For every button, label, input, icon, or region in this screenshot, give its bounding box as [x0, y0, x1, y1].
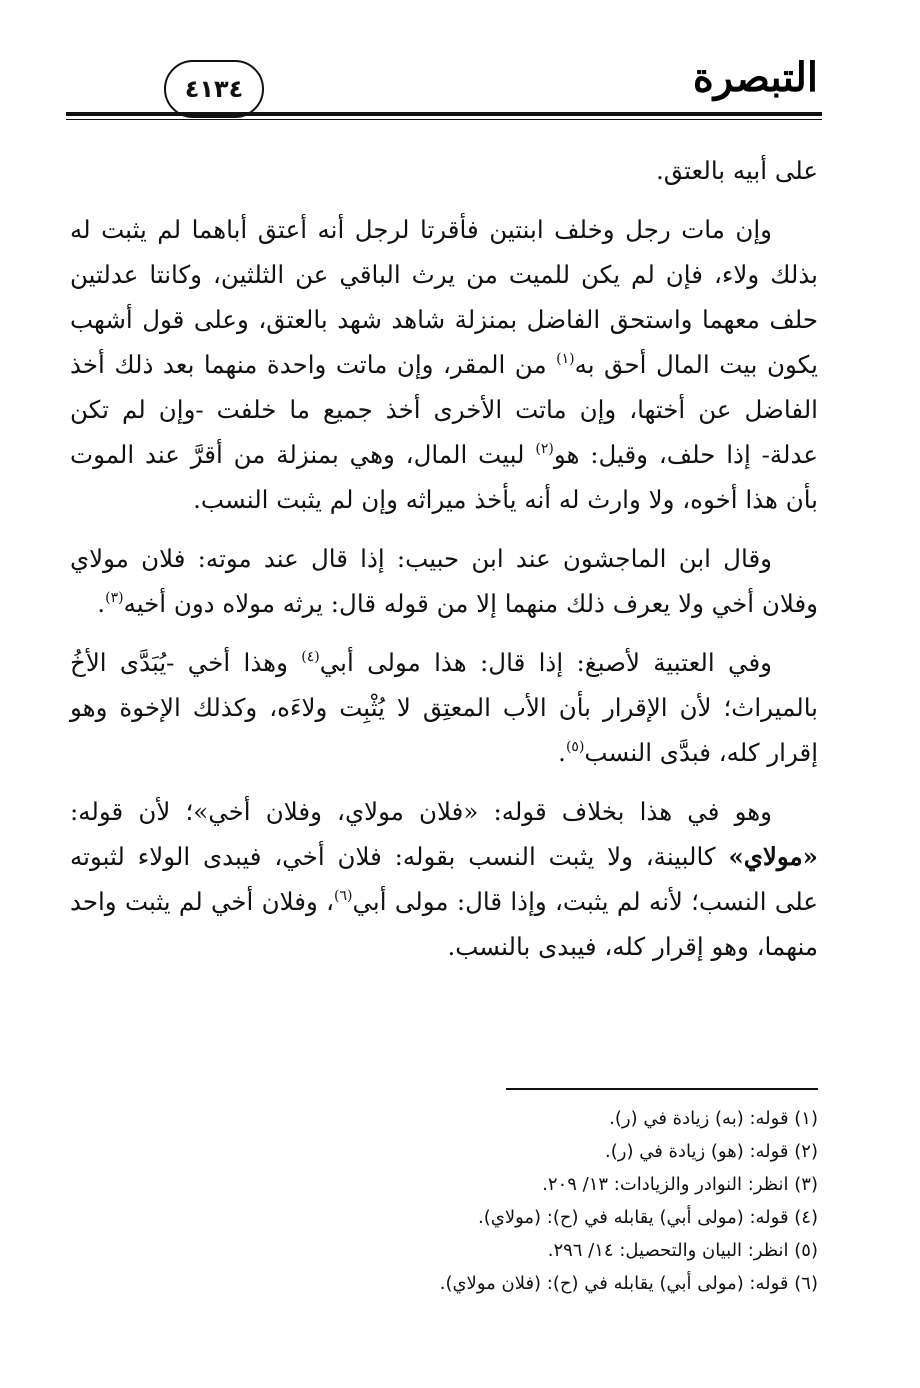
footnote-2: (٢) قوله: (هو) زيادة في (ر).	[605, 1141, 818, 1162]
book-title: التبصرة	[692, 54, 818, 101]
header-rule-thin	[66, 119, 822, 120]
footnote-4: (٤) قوله: (مولى أبي) يقابله في (ح): (مولاي).	[478, 1207, 818, 1228]
header-rule	[66, 112, 822, 116]
footnote-ref-2[interactable]: (٢)	[535, 441, 554, 457]
footnote-ref-3[interactable]: (٣)	[105, 590, 124, 606]
paragraph-3-end: .	[558, 738, 566, 767]
footnote-ref-1[interactable]: (١)	[556, 351, 575, 367]
footnotes	[118, 1102, 818, 1300]
paragraph-3	[70, 640, 818, 775]
paragraph-1-text-a: وإن مات رجل وخلف ابنتين فأقرتا لرجل أنه أعتق أباهما لم يثبت له بذلك ولاء، فإن لم يكن للميت من يرث الباقي عن الثلثين، وكانتا عدلتين حلف معهما واستحق الفاضل بمنزلة شاهد شهد بالعتق، وعلى قول أشهب يكون بيت المال أحق به	[70, 215, 818, 379]
paragraph-2	[70, 536, 818, 626]
main-text	[70, 148, 818, 983]
paragraph-0	[70, 148, 818, 193]
paragraph-2-end: .	[97, 589, 106, 618]
footnote-ref-6[interactable]: (٦)	[334, 888, 353, 904]
footnote-5: (٥) انظر: البيان والتحصيل: ١٤/ ٢٩٦.	[547, 1240, 818, 1261]
footnote-separator	[506, 1088, 818, 1090]
page-number-frame	[164, 60, 264, 118]
footnote-ref-5[interactable]: (٥)	[565, 739, 585, 755]
paragraph-1-text-c: لبيت المال، وهي بمنزلة من أقرَّ عند الموت بأن هذا أخوه، ولا وارث له أنه يأخذ ميراثه وإن لم يثبت النسب.	[70, 440, 818, 514]
paragraph-4-text-c: ، وفلان أخي لم يثبت واحد منهما، وهو إقرار كله، فيبدى بالنسب.	[70, 887, 818, 961]
paragraph-4-text-b: كالبينة، ولا يثبت النسب بقوله: فلان أخي، فيبدى الولاء لثبوته على النسب؛ لأنه لم يثبت، وإذا قال: مولى أبي	[70, 842, 819, 916]
paragraph-1-text-b: من المقر، وإن ماتت واحدة منهما بعد ذلك أخذ الفاضل عن أختها، وإن ماتت الأخرى أخذ جميع ما خلفت -وإن لم تكن عدلة- إذا حلف، وقيل: هو	[70, 350, 818, 469]
footnote-6: (٦) قوله: (مولى أبي) يقابله في (ح): (فلان مولاي).	[439, 1273, 818, 1294]
paragraph-3-text-a: وفي العتبية لأصبغ: إذا قال: هذا مولى أبي	[319, 648, 772, 677]
paragraph-4	[70, 789, 818, 969]
paragraph-4-bold: «مولاي»	[728, 842, 818, 871]
paragraph-3-text-b: وهذا أخي -يُبَدَّى الأخُ بالميراث؛ لأن الإقرار بأن الأب المعتِق لا يُثْبِت ولاءَه، وكذلك الإخوة وهو إقرار كله، فبدَّى النسب	[70, 648, 818, 767]
paragraph-1	[70, 207, 818, 522]
paragraph-0-text: على أبيه بالعتق.	[655, 156, 818, 185]
footnote-ref-4[interactable]: (٤)	[301, 649, 320, 665]
paragraph-2-text-a: وقال ابن الماجشون عند ابن حبيب: إذا قال عند موته: فلان مولاي وفلان أخي ولا يعرف ذلك منهما إلا من قوله قال: يرثه مولاه دون أخيه	[70, 544, 818, 618]
page-header	[66, 40, 822, 128]
footnote-1: (١) قوله: (به) زيادة في (ر).	[609, 1108, 818, 1129]
footnote-3: (٣) انظر: النوادر والزيادات: ١٣/ ٢٠٩.	[542, 1174, 818, 1195]
paragraph-4-text-a: وهو في هذا بخلاف قوله: «فلان مولاي، وفلان أخي»؛ لأن قوله:	[70, 797, 772, 826]
page-number: ٤١٣٤	[184, 75, 244, 103]
